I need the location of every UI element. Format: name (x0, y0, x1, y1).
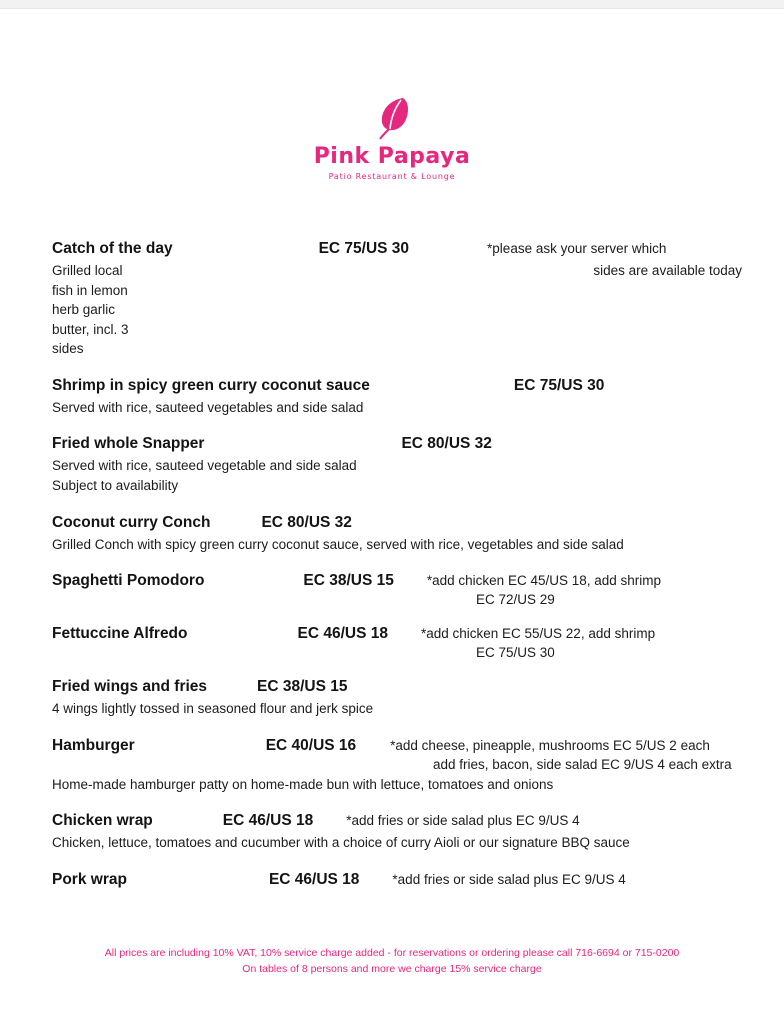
item-note: *add chicken EC 55/US 22, add shrimp (420, 626, 656, 642)
item-name: Catch of the day (52, 240, 173, 257)
menu-item (52, 572, 742, 607)
item-price: EC 38/US 15 (257, 678, 348, 696)
item-name: Hamburger (52, 736, 135, 754)
item-note-line2: EC 75/US 30 (476, 645, 555, 661)
item-price: EC 40/US 16 (265, 736, 357, 754)
papaya-leaf-icon (365, 96, 419, 140)
item-name: Chicken wrap (52, 812, 153, 830)
footer-notes (0, 945, 784, 978)
item-description: Grilled local fish in lemon herb garlic butter, incl. 3 sides (52, 263, 129, 357)
item-name: Coconut curry Conch (52, 513, 211, 531)
item-price: EC 75/US 30 (318, 240, 410, 257)
footer-line-1: All prices are including 10% VAT, 10% service charge added - for reservations or ordering please call 716-6694 or 715-0200 (104, 947, 680, 959)
menu-item (52, 678, 742, 719)
menu-item (52, 377, 742, 418)
item-note-line2: add fries, bacon, side salad EC 9/US 4 each extra (433, 756, 732, 772)
menu-item (52, 871, 742, 889)
item-note: *please ask your server which (487, 241, 667, 256)
item-price: EC 75/US 30 (513, 376, 605, 394)
item-description: Grilled Conch with spicy green curry coconut sauce, served with rice, vegetables and side salad (52, 536, 624, 552)
menu-item (52, 737, 742, 795)
item-description: Served with rice, sauteed vegetable and side salad (52, 458, 357, 474)
item-price: EC 46/US 18 (297, 625, 388, 643)
item-name: Shrimp in spicy green curry coconut sauce (52, 376, 370, 394)
brand-name: Pink Papaya (313, 144, 471, 169)
item-note: *add chicken EC 45/US 18, add shrimp (426, 573, 662, 589)
item-description-2: Subject to availability (52, 477, 179, 493)
item-price: EC 38/US 15 (303, 572, 394, 590)
menu-list (52, 240, 742, 907)
item-price: EC 46/US 18 (222, 812, 314, 830)
item-price: EC 80/US 32 (401, 435, 492, 453)
brand-tagline: Patio Restaurant & Lounge (328, 172, 456, 181)
menu-item (52, 240, 742, 359)
menu-item (52, 435, 742, 495)
brand-header (0, 96, 784, 181)
menu-item (52, 625, 742, 660)
item-name: Fried wings and fries (52, 678, 208, 696)
menu-item (52, 514, 742, 555)
item-description: Chicken, lettuce, tomatoes and cucumber with a choice of curry Aioli or our signature BBQ sauce (52, 835, 630, 851)
item-note: *add fries or side salad plus EC 9/US 4 (392, 871, 626, 887)
item-description: Home-made hamburger patty on home-made bun with lettuce, tomatoes and onions (52, 776, 554, 792)
menu-item (52, 812, 742, 853)
footer-line-2: On tables of 8 persons and more we charge 15% service charge (242, 963, 542, 976)
item-note: *add cheese, pineapple, mushrooms EC 5/US 2 each (390, 737, 710, 753)
top-bar (0, 0, 784, 9)
item-name: Pork wrap (52, 870, 127, 888)
item-price: EC 46/US 18 (268, 870, 360, 888)
item-note-line2: EC 72/US 29 (476, 592, 555, 608)
item-description: 4 wings lightly tossed in seasoned flour and jerk spice (52, 701, 374, 717)
item-name: Spaghetti Pomodoro (52, 572, 205, 590)
item-note-line2: sides are available today (593, 263, 742, 278)
item-price: EC 80/US 32 (261, 513, 352, 531)
item-name: Fried whole Snapper (52, 435, 205, 453)
item-description: Served with rice, sauteed vegetables and side salad (52, 399, 364, 415)
item-name: Fettuccine Alfredo (52, 625, 188, 643)
item-note: *add fries or side salad plus EC 9/US 4 (346, 813, 580, 829)
